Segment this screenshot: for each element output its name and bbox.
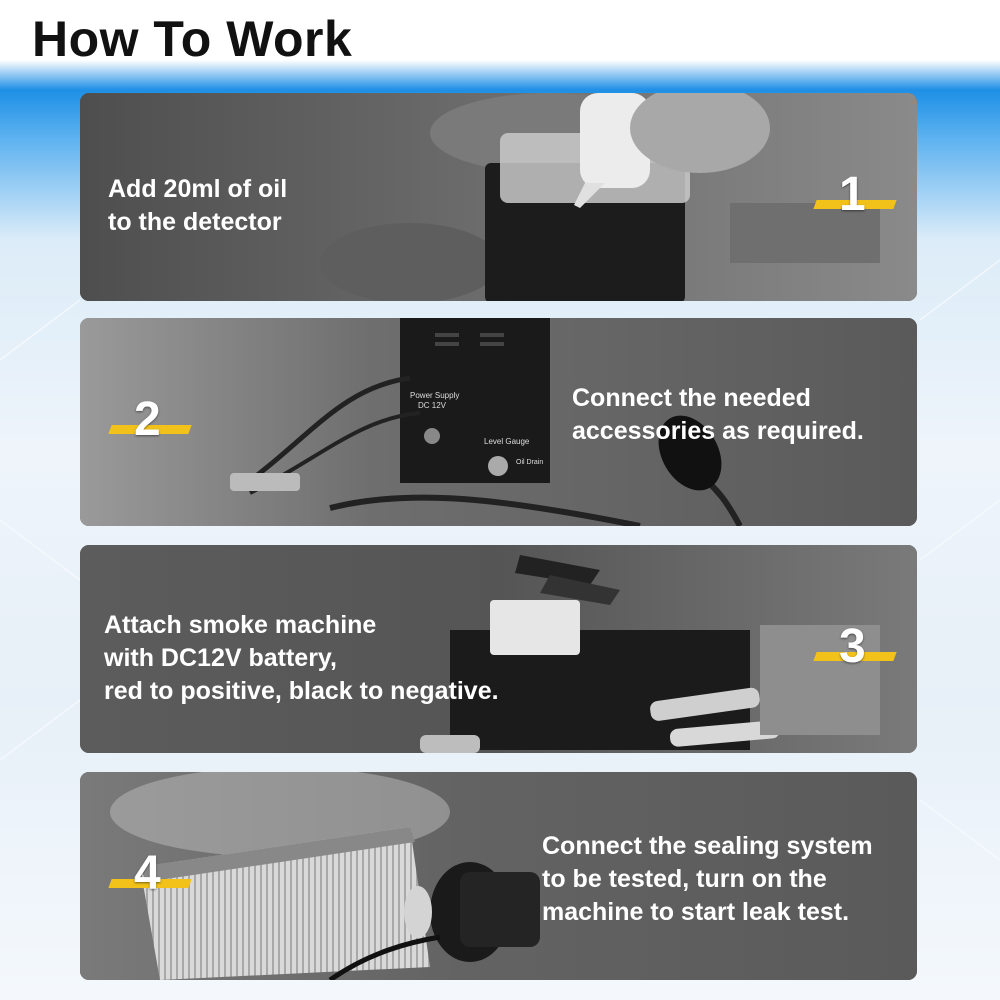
page-title: How To Work bbox=[32, 11, 353, 67]
step-card-4 bbox=[80, 772, 917, 980]
step-text-4: Connect the sealing system to be tested, turn on the machine to start leak test. bbox=[542, 832, 873, 926]
step-text-3: Attach smoke machine with DC12V battery, red to positive, black to negative. bbox=[104, 611, 499, 705]
step-number-3: 3 bbox=[839, 620, 866, 673]
step-card-2 bbox=[80, 318, 917, 526]
step-number-badge-4 bbox=[110, 847, 200, 907]
panel-label-voltage: DC 12V bbox=[418, 401, 447, 410]
step-text-1: Add 20ml of oil to the detector bbox=[108, 175, 288, 236]
panel-label-power: Power Supply bbox=[410, 391, 460, 400]
step-card-1 bbox=[80, 93, 917, 301]
step-number-badge-1 bbox=[815, 168, 905, 228]
step-number-4: 4 bbox=[134, 847, 161, 900]
step-number-2: 2 bbox=[134, 393, 161, 446]
panel-label-drain: Oil Drain bbox=[516, 459, 544, 466]
step-number-1: 1 bbox=[839, 168, 866, 221]
step-text-2: Connect the needed accessories as required. bbox=[572, 384, 864, 445]
step-number-badge-3 bbox=[815, 620, 905, 680]
step-card-3 bbox=[80, 545, 917, 753]
step-number-badge-2 bbox=[110, 393, 200, 453]
panel-label-level: Level Gauge bbox=[484, 437, 530, 446]
